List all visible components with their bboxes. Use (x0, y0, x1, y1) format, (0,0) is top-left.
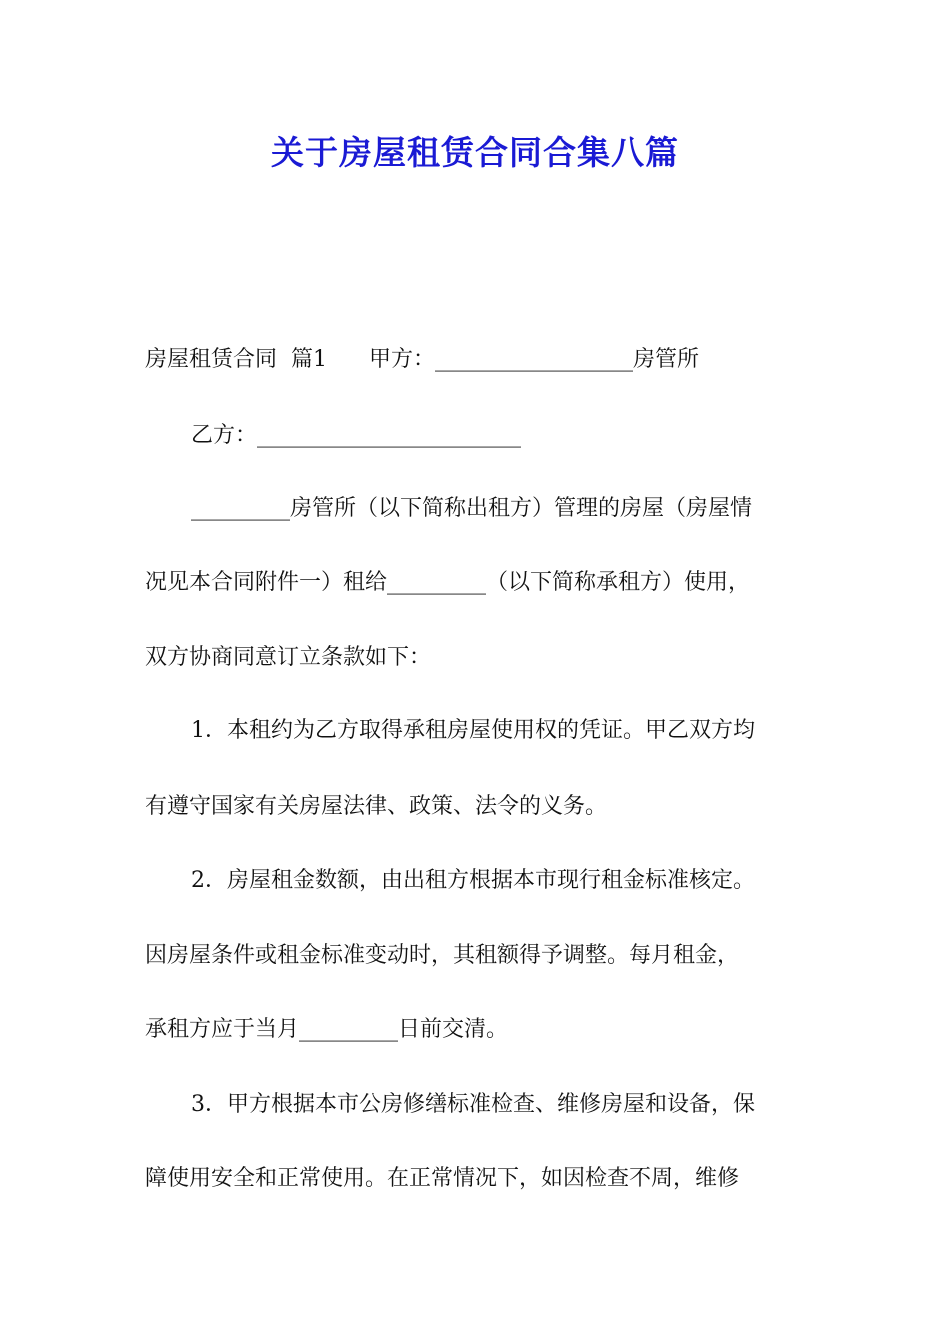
clause-3-line: 3．甲方根据本市公房修缮标准检查、维修房屋和设备，保 (191, 1092, 755, 1117)
paragraph-line: 况见本合同附件一）租给_________（以下简称承租方）使用， (145, 570, 751, 595)
paragraph-line: 双方协商同意订立条款如下： (145, 645, 432, 670)
clause-3-line: 障使用安全和正常使用。在正常情况下，如因检查不周，维修 (145, 1166, 740, 1191)
document-title: 关于房屋租赁合同合集八篇 (271, 133, 679, 172)
party-b-line: 乙方：________________________ (191, 423, 522, 448)
clause-2-line: 承租方应于当月_________日前交清。 (145, 1017, 509, 1042)
clause-2-line: 2．房屋租金数额，由出租方根据本市现行租金标准核定。 (191, 868, 755, 893)
clause-1-line: 有遵守国家有关房屋法律、政策、法令的义务。 (145, 794, 608, 819)
clause-1-line: 1．本租约为乙方取得承租房屋使用权的凭证。甲乙双方均 (191, 718, 755, 743)
paragraph-line: _________房管所（以下简称出租方）管理的房屋（房屋情 (191, 496, 753, 521)
clause-2-line: 因房屋条件或租金标准变动时，其租额得予调整。每月租金， (145, 943, 740, 968)
contract-heading-line: 房屋租赁合同 篇1 甲方：__________________房管所 (145, 347, 699, 372)
